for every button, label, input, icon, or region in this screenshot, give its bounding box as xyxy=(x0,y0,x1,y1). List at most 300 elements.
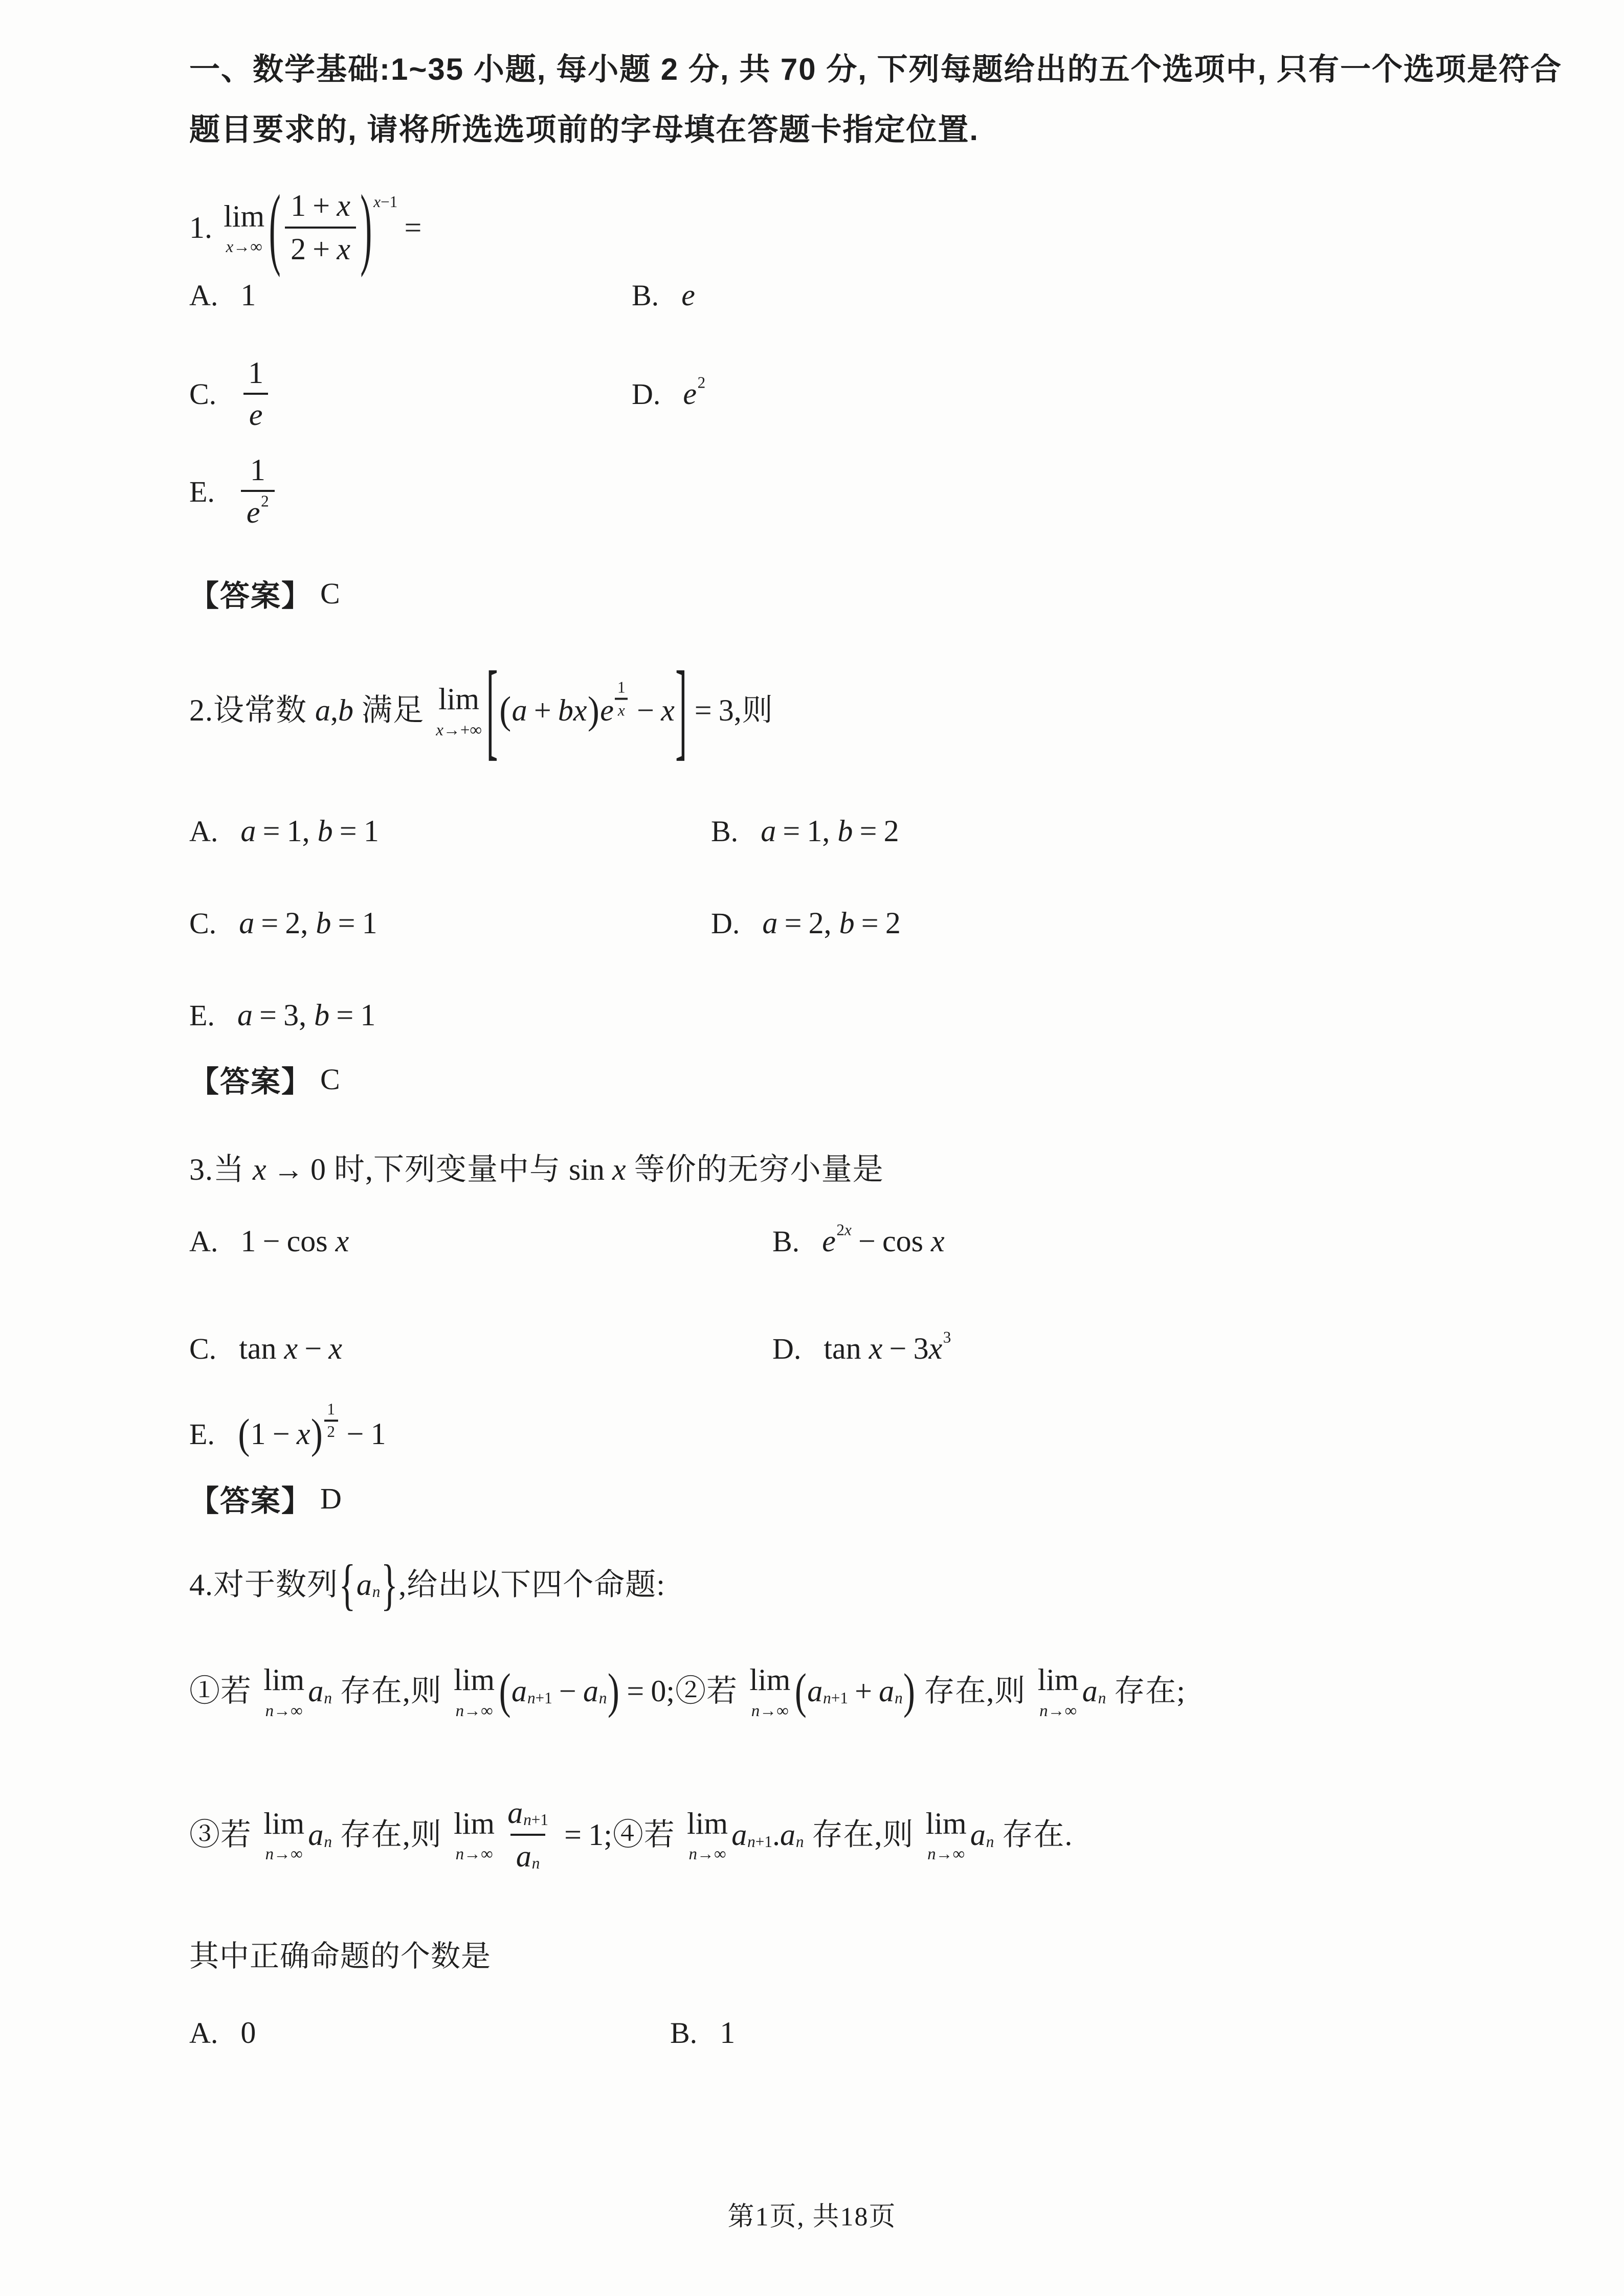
math-fence xyxy=(338,1553,398,1616)
question-2-stem xyxy=(189,649,1506,770)
question-2-option-a xyxy=(189,812,711,850)
question-1-stem xyxy=(189,176,1506,278)
math-fence-close: } xyxy=(381,1553,398,1616)
math-t: 2 xyxy=(291,232,306,266)
math-t: − xyxy=(262,1224,280,1258)
math-t: n xyxy=(927,1845,936,1864)
math-scr xyxy=(1082,1672,1106,1710)
math-t: + xyxy=(531,1811,541,1829)
option-value xyxy=(240,276,256,314)
math-t: 1 xyxy=(248,356,264,390)
math-t: 1 xyxy=(840,1689,848,1707)
math-t: n xyxy=(895,1689,903,1707)
math-frac xyxy=(614,677,628,721)
math-t: ∞ xyxy=(1064,1701,1077,1720)
math-t: a xyxy=(583,1674,598,1708)
math-t: x xyxy=(612,1153,626,1186)
math-t: x xyxy=(436,721,443,739)
option-letter: B. xyxy=(632,279,659,312)
math-fence xyxy=(794,1663,916,1718)
math-t: n xyxy=(747,1832,755,1851)
question-1-option-c xyxy=(189,353,632,435)
option-letter: E. xyxy=(189,999,215,1032)
math-frac xyxy=(242,353,269,435)
math-t: , xyxy=(822,814,838,848)
math-t: , xyxy=(300,906,316,940)
math-scr xyxy=(502,1792,553,1834)
answer-letter: D xyxy=(320,1481,342,1515)
math-t: = xyxy=(861,906,879,940)
math-t: n xyxy=(598,1689,607,1707)
option-letter: A. xyxy=(189,1225,218,1258)
math-t: 2 xyxy=(883,814,899,848)
math-row xyxy=(373,192,397,212)
math-t: e xyxy=(681,278,695,312)
math-row xyxy=(285,185,355,227)
math-t: 2 xyxy=(808,906,824,940)
option-value xyxy=(239,904,377,942)
math-t: b xyxy=(338,693,353,727)
question-3-option-d xyxy=(772,1330,1506,1368)
math-row xyxy=(823,1688,848,1708)
math-lim-word: lim xyxy=(925,1806,967,1840)
math-t: n xyxy=(986,1832,994,1851)
math-t: 存在,则 xyxy=(331,1674,450,1708)
math-row xyxy=(265,1844,303,1865)
math-scr xyxy=(308,1672,332,1710)
math-t: 1 xyxy=(370,1417,386,1451)
math-t: a xyxy=(308,1674,324,1708)
math-t: a xyxy=(780,1817,795,1852)
math-fence-open: ( xyxy=(269,176,281,278)
math-t: e xyxy=(600,693,614,727)
math-t: 1 xyxy=(362,906,377,940)
question-2-option-c xyxy=(189,904,711,942)
math-t: x xyxy=(615,698,628,721)
math-t: = xyxy=(404,210,422,244)
math-t: x xyxy=(296,1417,310,1451)
question-2-option-b xyxy=(711,812,1506,850)
math-t: − xyxy=(304,1332,322,1365)
math-t: + xyxy=(755,1832,765,1851)
math-t: 2 xyxy=(836,1221,844,1239)
math-row xyxy=(1039,1701,1077,1722)
math-t: a xyxy=(762,906,778,940)
math-t: − xyxy=(637,693,654,727)
option-value xyxy=(240,2014,256,2052)
math-row xyxy=(265,1701,303,1722)
math-t: → xyxy=(697,1845,715,1864)
math-t: n xyxy=(823,1689,831,1707)
question-1-answer xyxy=(189,572,1506,615)
math-t: a xyxy=(879,1674,895,1708)
question-2-answer xyxy=(189,1057,1506,1100)
math-t: 2.设常数 xyxy=(189,693,315,727)
math-t: 3 xyxy=(913,1332,929,1365)
math-scr xyxy=(511,1672,552,1710)
answer-label: 【答案】 xyxy=(189,1065,313,1098)
math-row xyxy=(189,1151,884,1189)
math-fence-close: ) xyxy=(360,176,372,278)
math-t: 存在; xyxy=(1106,1674,1186,1708)
math-lim-word: lim xyxy=(749,1663,791,1697)
math-lim xyxy=(926,1805,967,1865)
option-value xyxy=(720,2014,735,2052)
question-3-option-e xyxy=(189,1400,1506,1457)
math-t: → xyxy=(936,1845,953,1864)
math-t: 3 xyxy=(283,998,299,1032)
math-fence-open: ( xyxy=(794,1663,807,1718)
math-t: = xyxy=(261,906,279,940)
math-t: → xyxy=(1048,1701,1065,1720)
math-t: + xyxy=(313,189,330,222)
option-letter: A. xyxy=(189,279,218,312)
math-t: a xyxy=(315,693,330,727)
math-fence-close: ) xyxy=(607,1663,619,1718)
section-header-line1: 一、数学基础:1~35 小题, 每小题 2 分, 共 70 分, 下列每题给出的五个选项中, 只有一个选项是符合 xyxy=(189,52,1562,86)
math-t: a xyxy=(761,814,776,848)
math-t: e xyxy=(822,1224,836,1258)
math-t: a xyxy=(239,906,255,940)
question-1-option-e xyxy=(189,450,1506,533)
math-t: 1 xyxy=(250,1417,266,1451)
math-fence-open: { xyxy=(339,1553,356,1616)
math-t: +∞ xyxy=(460,721,482,739)
math-t: n xyxy=(265,1701,274,1720)
math-lim xyxy=(687,1805,728,1865)
math-fence-open: ( xyxy=(238,1410,250,1457)
option-letter: D. xyxy=(711,907,740,940)
math-scr xyxy=(510,1834,545,1877)
math-fence-open: ( xyxy=(499,689,511,732)
math-t: , xyxy=(330,693,338,727)
math-row xyxy=(189,649,773,770)
math-t: x xyxy=(337,232,350,266)
math-t: tan xyxy=(239,1332,284,1365)
question-4-stem xyxy=(189,1553,1506,1616)
section-header-line2: 题目要求的, 请将所选选项前的字母填在答题卡指定位置. xyxy=(189,112,980,147)
math-t: x xyxy=(253,1153,266,1186)
math-row xyxy=(523,1810,548,1830)
math-t: ∞ xyxy=(250,238,262,257)
option-value xyxy=(237,450,278,533)
math-t: 1. xyxy=(189,210,220,244)
math-t: = xyxy=(336,998,354,1032)
math-t: → xyxy=(760,1701,777,1720)
math-t: 时,下列变量中与 xyxy=(326,1153,569,1186)
math-t: + xyxy=(313,232,330,266)
math-t: 1 xyxy=(240,278,256,312)
math-t: 1 xyxy=(540,1811,548,1829)
math-t: 存在,则 xyxy=(916,1674,1034,1708)
math-row xyxy=(251,1415,310,1453)
math-lim xyxy=(454,1805,495,1865)
math-row xyxy=(824,1330,951,1368)
math-row xyxy=(226,237,262,258)
question-2-options-ab xyxy=(189,812,1506,850)
math-t: a xyxy=(308,1817,324,1852)
math-frac xyxy=(324,1399,338,1442)
math-t: 3.当 xyxy=(189,1153,253,1186)
question-2-options-cd xyxy=(189,904,1506,942)
math-t: x xyxy=(373,192,381,211)
question-2-option-d xyxy=(711,904,1506,942)
math-t: 2 xyxy=(697,373,706,392)
math-scr xyxy=(583,1672,607,1710)
math-lim-word: lim xyxy=(438,682,480,716)
math-t: b xyxy=(558,693,573,727)
option-value xyxy=(822,1222,944,1260)
math-t: → xyxy=(464,1701,481,1720)
math-t: → xyxy=(443,721,460,739)
math-t: → xyxy=(274,1845,291,1864)
math-lim-word: lim xyxy=(454,1806,495,1840)
math-lim-word: lim xyxy=(263,1806,305,1840)
math-row xyxy=(681,276,695,314)
math-t: x xyxy=(928,1332,943,1365)
math-t: 2 xyxy=(261,492,269,510)
math-fence-open: [ xyxy=(486,649,498,770)
option-letter: C. xyxy=(189,1332,217,1365)
math-t: a xyxy=(970,1817,986,1852)
math-fence-close: ) xyxy=(587,689,599,732)
math-row xyxy=(240,812,379,850)
question-3-option-b xyxy=(772,1222,1506,1260)
math-t: = xyxy=(339,814,357,848)
question-4-option-a xyxy=(189,2014,670,2052)
math-t: 0 xyxy=(240,2016,256,2050)
math-row xyxy=(240,276,256,314)
math-t: ∞ xyxy=(776,1701,789,1720)
option-letter: B. xyxy=(772,1225,800,1258)
math-t: b xyxy=(314,998,330,1032)
math-t: = xyxy=(564,1817,582,1852)
math-lim-word: lim xyxy=(263,1663,305,1697)
math-t: x xyxy=(661,693,675,727)
math-t: e xyxy=(683,376,697,411)
math-t: → xyxy=(233,238,251,257)
question-2-option-e-row xyxy=(189,996,1506,1034)
math-row xyxy=(436,720,482,741)
math-t: a xyxy=(237,998,253,1032)
math-t: n xyxy=(688,1845,698,1864)
math-t: → xyxy=(464,1845,481,1864)
math-t: . xyxy=(772,1817,780,1852)
option-value xyxy=(761,812,899,850)
math-lim xyxy=(263,1661,304,1722)
math-scr xyxy=(807,1672,848,1710)
math-t: x xyxy=(328,1332,342,1365)
math-scr xyxy=(929,1330,951,1368)
math-row xyxy=(836,1220,851,1240)
option-letter: E. xyxy=(189,475,215,508)
math-row xyxy=(762,904,900,942)
math-lim xyxy=(1038,1661,1079,1722)
math-t: , xyxy=(302,814,318,848)
math-row xyxy=(456,1844,493,1865)
math-t: n xyxy=(1039,1701,1048,1720)
math-t: 存在,则 xyxy=(331,1817,450,1852)
math-t: ③若 xyxy=(189,1817,260,1852)
question-4-options-ab xyxy=(189,2014,1506,2052)
math-t: b xyxy=(316,906,331,940)
math-t: x xyxy=(284,1332,298,1365)
math-fence xyxy=(268,176,398,278)
math-t: a xyxy=(511,693,527,727)
math-t: 1 xyxy=(544,1689,552,1707)
option-value xyxy=(824,1330,951,1368)
math-t: = xyxy=(627,1674,644,1708)
math-row xyxy=(720,2014,735,2052)
math-row xyxy=(237,996,375,1034)
math-t: + xyxy=(533,693,551,727)
math-t: 1 xyxy=(250,453,265,487)
math-t: x xyxy=(337,189,350,222)
math-frac xyxy=(241,450,274,533)
math-scr xyxy=(970,1816,994,1854)
math-scr xyxy=(357,1566,381,1604)
math-t: x xyxy=(869,1332,883,1365)
math-t: , xyxy=(824,906,839,940)
math-t: a xyxy=(507,1796,523,1830)
math-t: n xyxy=(795,1832,804,1851)
answer-label: 【答案】 xyxy=(189,579,313,613)
math-t: 1 xyxy=(588,1817,604,1852)
question-3-option-a xyxy=(189,1222,772,1260)
question-1-option-b xyxy=(632,276,1506,314)
math-t: a xyxy=(240,814,256,848)
math-lim xyxy=(436,680,482,741)
math-t: a xyxy=(511,1674,527,1708)
answer-letter: C xyxy=(320,1062,340,1096)
math-t: ∞ xyxy=(481,1845,493,1864)
option-letter: D. xyxy=(632,377,661,411)
math-t: x xyxy=(226,238,234,257)
question-1-option-e-row xyxy=(189,450,1506,533)
math-t: 0 xyxy=(310,1153,326,1186)
math-row xyxy=(189,1553,665,1616)
question-1-option-a xyxy=(189,276,632,314)
math-t: 4.对于数列 xyxy=(189,1568,338,1602)
math-t: ∞ xyxy=(952,1845,965,1864)
option-letter: A. xyxy=(189,815,218,848)
option-letter: D. xyxy=(772,1332,802,1365)
math-t: 2 xyxy=(285,906,301,940)
math-t: ;②若 xyxy=(666,1674,746,1708)
math-lim xyxy=(224,197,264,258)
math-scr xyxy=(731,1816,772,1854)
option-value xyxy=(240,1222,349,1260)
math-t: − xyxy=(559,1674,576,1708)
option-letter: E. xyxy=(189,1417,215,1451)
math-row xyxy=(761,812,899,850)
option-value xyxy=(237,996,375,1034)
math-t: , xyxy=(299,998,315,1032)
question-1-options-ab xyxy=(189,276,1506,314)
math-t: cos xyxy=(882,1224,931,1258)
math-t: a xyxy=(1082,1674,1098,1708)
math-fence-close: ] xyxy=(675,649,687,770)
math-t: → xyxy=(274,1701,291,1720)
math-lim-word: lim xyxy=(454,1663,495,1697)
math-t: 2 xyxy=(885,906,901,940)
math-lim xyxy=(263,1805,304,1865)
math-scr xyxy=(683,375,705,413)
math-row xyxy=(511,1672,607,1710)
math-t: = xyxy=(338,906,355,940)
math-frac xyxy=(502,1792,553,1877)
question-4-proposition-1-2 xyxy=(189,1661,1506,1722)
question-3-stem xyxy=(189,1151,1506,1189)
math-t: − xyxy=(272,1417,290,1451)
math-t: ∞ xyxy=(714,1845,726,1864)
math-t: n xyxy=(265,1845,274,1864)
option-value xyxy=(762,904,900,942)
math-t: 1 xyxy=(327,1400,336,1418)
option-value xyxy=(240,812,379,850)
math-lim xyxy=(749,1661,790,1722)
page-footer: 第1页, 共18页 xyxy=(727,2202,897,2232)
answer-letter: C xyxy=(320,576,340,610)
math-t: n xyxy=(1098,1689,1106,1707)
answer-label: 【答案】 xyxy=(189,1484,313,1518)
math-row xyxy=(240,2014,256,2052)
math-t: ∞ xyxy=(291,1701,303,1720)
math-t: − xyxy=(858,1224,876,1258)
math-t: 0 xyxy=(651,1674,666,1708)
math-scr xyxy=(822,1222,852,1260)
math-t: b xyxy=(837,814,853,848)
question-3-answer xyxy=(189,1477,1506,1520)
math-t: 1 xyxy=(360,998,376,1032)
math-t: 3 xyxy=(718,693,734,727)
math-row xyxy=(237,1400,386,1457)
math-row xyxy=(189,176,428,278)
math-t: n xyxy=(523,1811,531,1829)
math-t: ,给出以下四个命题: xyxy=(398,1568,665,1602)
question-4-option-b xyxy=(670,2014,1506,2052)
math-t: n xyxy=(527,1689,536,1707)
math-scr xyxy=(780,1816,804,1854)
math-row xyxy=(456,1701,493,1722)
math-t: x xyxy=(335,1224,349,1258)
math-t: 1 xyxy=(720,2016,736,2050)
math-row xyxy=(512,691,587,730)
math-t: n xyxy=(372,1583,381,1601)
math-t: − xyxy=(381,192,390,211)
math-t: n xyxy=(531,1854,540,1873)
math-row xyxy=(189,1661,1186,1722)
question-3-option-c xyxy=(189,1330,772,1368)
question-1-options-cd xyxy=(189,353,1506,435)
math-t: 2 xyxy=(324,1420,338,1443)
option-value xyxy=(237,1400,386,1457)
math-fence xyxy=(485,649,687,770)
option-value xyxy=(683,375,705,413)
math-row xyxy=(527,1688,552,1708)
math-scr xyxy=(308,1816,332,1854)
math-t: n xyxy=(455,1701,464,1720)
math-t: + xyxy=(831,1689,840,1707)
math-t: 存在,则 xyxy=(804,1817,922,1852)
question-3-options-ab xyxy=(189,1222,1506,1260)
math-fence-open: ( xyxy=(499,1663,511,1718)
math-t: x xyxy=(931,1224,945,1258)
math-t: ①若 xyxy=(189,1674,260,1708)
math-fence xyxy=(237,1400,340,1457)
math-lim-word: lim xyxy=(224,199,265,233)
math-t: sin xyxy=(569,1153,613,1186)
